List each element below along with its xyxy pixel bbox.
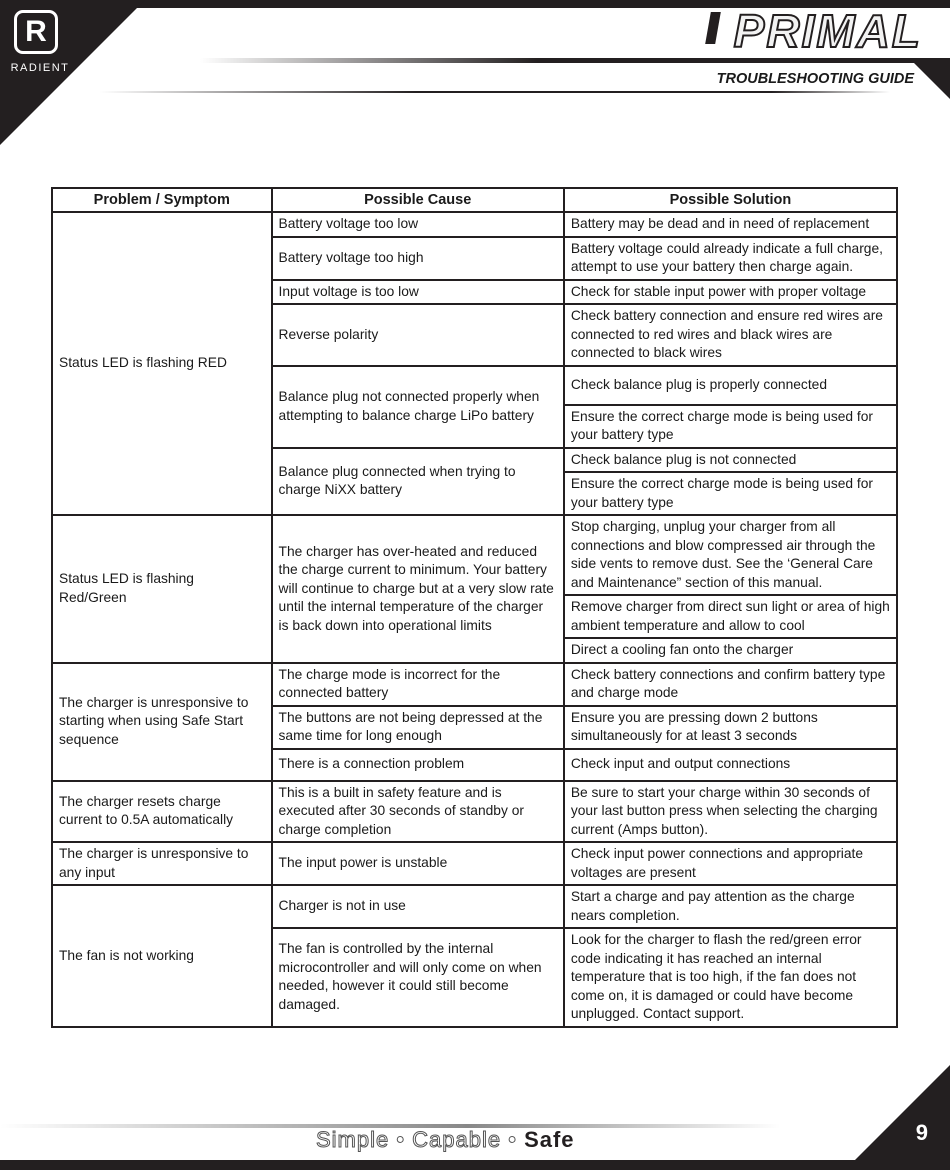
header-rule-top (200, 58, 950, 63)
header-problem: Problem / Symptom (52, 188, 272, 212)
solution-cell: Check battery connection and ensure red wires are connected to red wires and black wires are connected to black wires (564, 304, 897, 366)
solution-cell: Check balance plug is not connected (564, 448, 897, 473)
problem-cell: The charger is unresponsive to starting when using Safe Start sequence (52, 663, 272, 781)
cause-cell: Charger is not in use (272, 885, 564, 928)
header-rule-bottom (100, 91, 890, 93)
footer-slogan (316, 1127, 575, 1153)
cause-cell: Reverse polarity (272, 304, 564, 366)
solution-cell: Ensure the correct charge mode is being used for your battery type (564, 405, 897, 448)
table-row (52, 781, 897, 843)
problem-cell: The charger resets charge current to 0.5A automatically (52, 781, 272, 843)
solution-cell: Check input power connections and appropriate voltages are present (564, 842, 897, 885)
solution-cell: Be sure to start your charge within 30 seconds of your last button press when selecting the charging current (Amps button). (564, 781, 897, 843)
table-header-row (52, 188, 897, 212)
cause-cell: The fan is controlled by the internal microcontroller and will only come on when needed, however it could still become damaged. (272, 928, 564, 1027)
header-cause: Possible Cause (272, 188, 564, 212)
solution-cell: Check balance plug is properly connected (564, 366, 897, 405)
solution-cell: Start a charge and pay attention as the charge nears completion. (564, 885, 897, 928)
solution-cell: Battery voltage could already indicate a full charge, attempt to use your battery then charge again. (564, 237, 897, 280)
table-row (52, 663, 897, 706)
slogan-safe: Safe (524, 1127, 575, 1152)
corner-triangle-bottom-right (854, 1065, 950, 1161)
problem-cell: The charger is unresponsive to any input (52, 842, 272, 885)
table-row (52, 885, 897, 928)
cause-cell: Balance plug not connected properly when attempting to balance charge LiPo battery (272, 366, 564, 448)
footer-band (0, 1160, 950, 1170)
problem-cell: The fan is not working (52, 885, 272, 1027)
solution-cell: Remove charger from direct sun light or area of high ambient temperature and allow to cool (564, 595, 897, 638)
corner-triangle-top-right (913, 62, 950, 99)
table-row (52, 515, 897, 595)
radient-logo (14, 10, 58, 54)
solution-cell: Check for stable input power with proper voltage (564, 280, 897, 305)
cause-cell: Battery voltage too high (272, 237, 564, 280)
cause-cell: Input voltage is too low (272, 280, 564, 305)
solution-cell: Stop charging, unplug your charger from all connections and blow compressed air through the side vents to remove dust. See the ‘General Care and Maintenance” section of this manual. (564, 515, 897, 595)
cause-cell: Balance plug connected when trying to charge NiXX battery (272, 448, 564, 516)
problem-cell: Status LED is flashing Red/Green (52, 515, 272, 663)
solution-cell: Ensure the correct charge mode is being used for your battery type (564, 472, 897, 515)
cause-cell: The charge mode is incorrect for the connected battery (272, 663, 564, 706)
solution-cell: Battery may be dead and in need of replacement (564, 212, 897, 237)
solution-cell: Check battery connections and confirm battery type and charge mode (564, 663, 897, 706)
page-number: 9 (915, 1120, 928, 1145)
brand-mark (705, 12, 721, 44)
cause-cell: The charger has over-heated and reduced the charge current to minimum. Your battery will continue to charge but at a very slow rate until the internal temperature of the charger is back down into operational limits (272, 515, 564, 663)
table-row (52, 212, 897, 237)
cause-cell: The input power is unstable (272, 842, 564, 885)
guide-title: TROUBLESHOOTING GUIDE (716, 71, 914, 87)
solution-cell: Ensure you are pressing down 2 buttons simultaneously for at least 3 seconds (564, 706, 897, 749)
cause-cell: This is a built in safety feature and is executed after 30 seconds of standby or charge completion (272, 781, 564, 843)
cause-cell: The buttons are not being depressed at the same time for long enough (272, 706, 564, 749)
troubleshooting-table (51, 187, 898, 1028)
solution-cell: Check input and output connections (564, 749, 897, 781)
slogan-text: Simple • Capable • (316, 1127, 525, 1152)
header-solution: Possible Solution (564, 188, 897, 212)
cause-cell: There is a connection problem (272, 749, 564, 781)
cause-cell: Battery voltage too low (272, 212, 564, 237)
problem-cell: Status LED is flashing RED (52, 212, 272, 515)
brand-logo: PRIMAL (733, 5, 922, 57)
table-row (52, 842, 897, 885)
logo-text: RADIENT (10, 62, 70, 74)
solution-cell: Direct a cooling fan onto the charger (564, 638, 897, 663)
logo-letter: R (25, 15, 47, 48)
solution-cell: Look for the charger to flash the red/green error code indicating it has reached an internal temperature that is too high, if the fan does not come on, it is damaged or could have become unplugged. Contact support. (564, 928, 897, 1027)
